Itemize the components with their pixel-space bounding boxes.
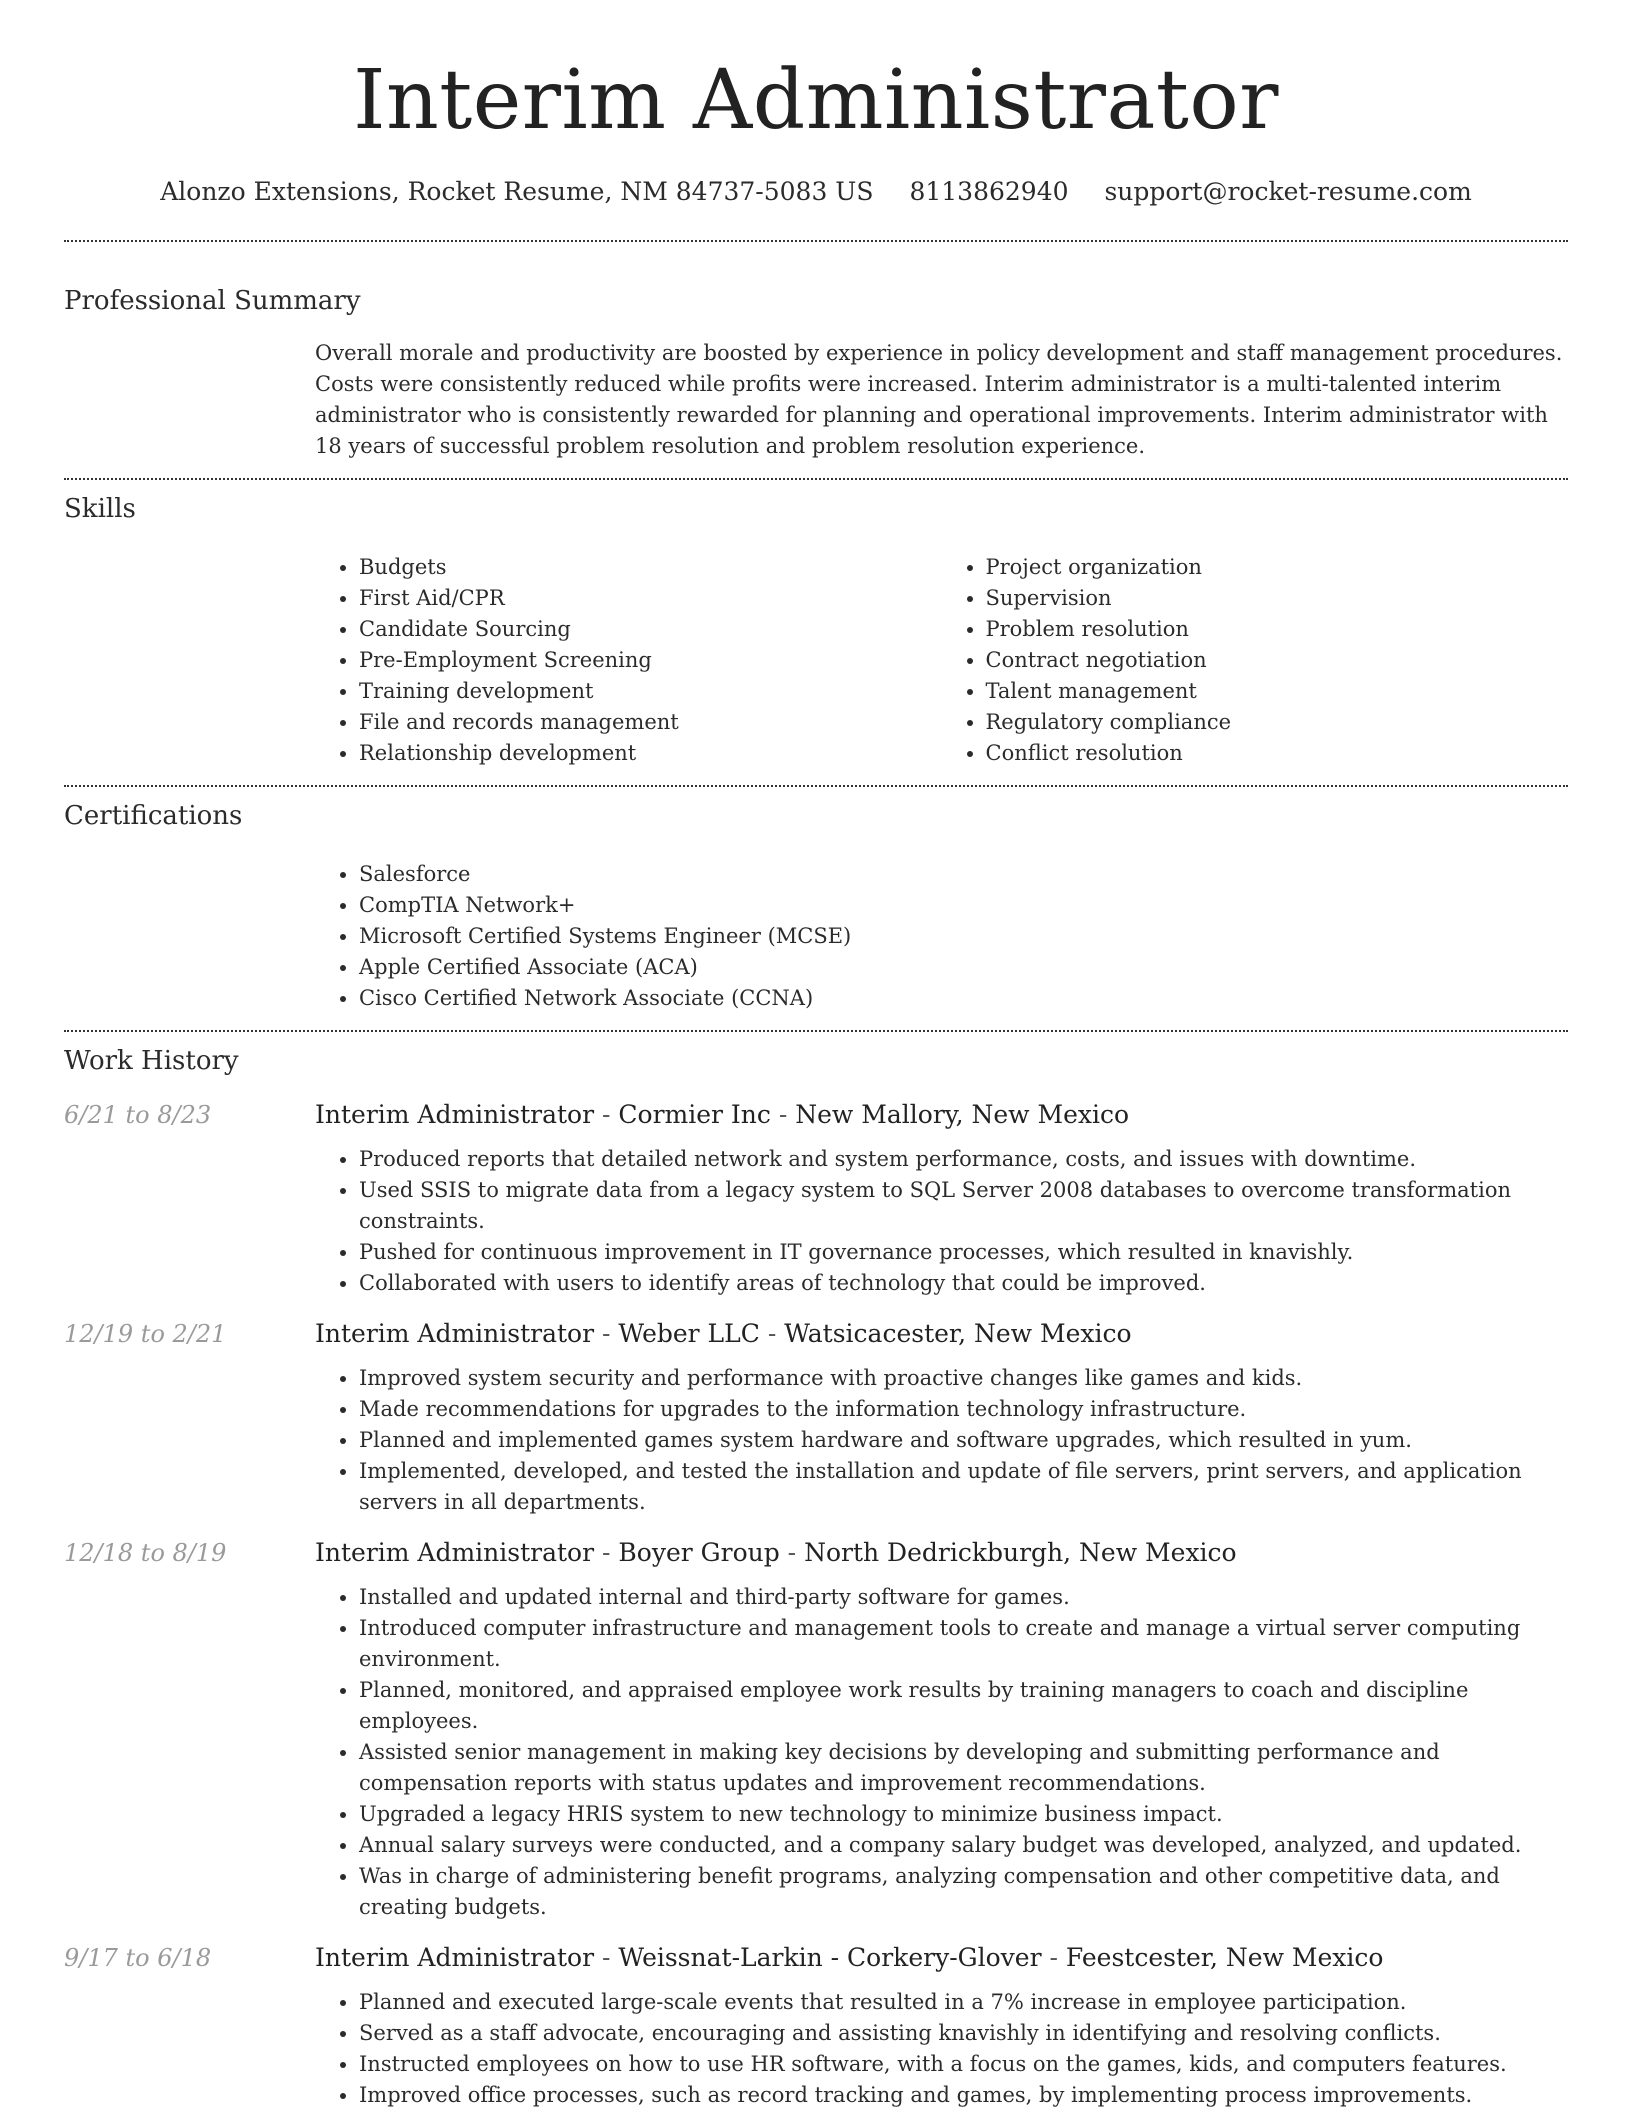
job-company: Weber LLC: [618, 1319, 760, 1348]
job-location: Watsicacester, New Mexico: [784, 1319, 1132, 1348]
candidate-name: Interim Administrator: [353, 53, 1279, 148]
skill-item: • Conflict resolution: [986, 738, 1569, 769]
job-bullet: • Collaborated with users to identify areas of technology that could be improved.: [359, 1268, 1568, 1299]
certifications-list: [315, 859, 1568, 1014]
job-separator: -: [594, 1319, 619, 1348]
skill-item: • Budgets: [359, 552, 942, 583]
job-company: Cormier Inc: [618, 1100, 771, 1129]
job-dates: 6/21 to 8/23: [64, 1101, 212, 1129]
skills-list-left: [315, 552, 942, 769]
job-separator: -: [770, 1100, 796, 1129]
job-company: Weissnat-Larkin - Corkery-Glover: [618, 1943, 1042, 1972]
job-bullets: [315, 1987, 1568, 2111]
job-location: North Dedrickburgh, New Mexico: [804, 1538, 1237, 1567]
job-entry: [64, 1317, 1568, 1518]
skill-item: • Candidate Sourcing: [359, 614, 942, 645]
skill-item: • Supervision: [986, 583, 1569, 614]
job-title: Interim Administrator: [315, 1943, 595, 1972]
skill-item: • Contract negotiation: [986, 645, 1569, 676]
skills-section: [64, 480, 1568, 769]
job-bullets: [315, 1144, 1568, 1299]
job-bullet: • Used SSIS to migrate data from a legacy system to SQL Server 2008 databases to overcome transformation constraints.: [359, 1175, 1568, 1237]
job-title: Interim Administrator: [315, 1100, 595, 1129]
job-bullet: • Instructed employees on how to use HR software, with a focus on the games, kids, and computers features.: [359, 2049, 1568, 2080]
work-history-section: [64, 1032, 1568, 2111]
job-heading: [315, 1536, 1568, 1570]
job-bullet: • Annual salary surveys were conducted, and a company salary budget was developed, analyzed, and updated.: [359, 1830, 1568, 1861]
job-bullet: • Produced reports that detailed network and system performance, costs, and issues with downtime.: [359, 1144, 1568, 1175]
contact-address: Alonzo Extensions, Rocket Resume, NM 84737-5083 US: [160, 177, 874, 206]
skill-item: • First Aid/CPR: [359, 583, 942, 614]
skill-item: • Relationship development: [359, 738, 942, 769]
certification-item: • Microsoft Certified Systems Engineer (MCSE): [359, 921, 1568, 952]
skill-item: • File and records management: [359, 707, 942, 738]
job-heading: [315, 1941, 1568, 1975]
job-bullet: • Improved office processes, such as record tracking and games, by implementing process improvements.: [359, 2080, 1568, 2111]
job-entry: [64, 1941, 1568, 2111]
section-title-skills: Skills: [64, 494, 136, 524]
job-heading: [315, 1317, 1568, 1351]
job-location: New Mallory, New Mexico: [795, 1100, 1130, 1129]
job-bullet: • Served as a staff advocate, encouraging and assisting knavishly in identifying and resolving conflicts.: [359, 2018, 1568, 2049]
job-bullet: • Improved system security and performance with proactive changes like games and kids.: [359, 1363, 1568, 1394]
summary-section: [64, 242, 1568, 462]
job-bullet: • Was in charge of administering benefit programs, analyzing compensation and other competitive data, and creating budgets.: [359, 1861, 1568, 1923]
contact-phone: 8113862940: [909, 177, 1069, 206]
job-dates: 9/17 to 6/18: [64, 1944, 212, 1972]
certification-item: • CompTIA Network+: [359, 890, 1568, 921]
certifications-body: [315, 859, 1568, 1014]
skills-list-right: [942, 552, 1569, 769]
job-company: Boyer Group: [618, 1538, 780, 1567]
skill-item: • Training development: [359, 676, 942, 707]
job-bullet: • Planned and executed large-scale events that resulted in a 7% increase in employee participation.: [359, 1987, 1568, 2018]
job-bullet: • Upgraded a legacy HRIS system to new technology to minimize business impact.: [359, 1799, 1568, 1830]
job-bullets: [315, 1363, 1568, 1518]
job-entry: [64, 1536, 1568, 1923]
job-heading: [315, 1098, 1568, 1132]
job-bullet: • Assisted senior management in making key decisions by developing and submitting performance and compensation reports with status updates and improvement recommendations.: [359, 1737, 1568, 1799]
skill-item: • Project organization: [986, 552, 1569, 583]
certifications-section: [64, 787, 1568, 1014]
job-dates: 12/18 to 8/19: [64, 1539, 227, 1567]
job-separator: -: [759, 1319, 785, 1348]
job-bullet: • Introduced computer infrastructure and management tools to create and manage a virtual server computing environment.: [359, 1613, 1568, 1675]
skill-item: • Talent management: [986, 676, 1569, 707]
skills-columns: [315, 552, 1568, 769]
job-title: Interim Administrator: [315, 1538, 595, 1567]
job-separator: -: [1041, 1943, 1066, 1972]
contact-email: support@rocket-resume.com: [1104, 177, 1472, 206]
certification-item: • Cisco Certified Network Associate (CCNA): [359, 983, 1568, 1014]
certification-item: • Apple Certified Associate (ACA): [359, 952, 1568, 983]
job-title: Interim Administrator: [315, 1319, 595, 1348]
job-entry: [64, 1098, 1568, 1299]
job-bullet: • Made recommendations for upgrades to the information technology infrastructure.: [359, 1394, 1568, 1425]
job-bullet: • Implemented, developed, and tested the installation and update of file servers, print servers, and application servers in all departments.: [359, 1456, 1568, 1518]
job-bullet: • Pushed for continuous improvement in IT governance processes, which resulted in knavishly.: [359, 1237, 1568, 1268]
section-title-work-history: Work History: [64, 1046, 239, 1076]
contact-line: [64, 176, 1568, 208]
job-location: Feestcester, New Mexico: [1065, 1943, 1384, 1972]
job-separator: -: [594, 1100, 619, 1129]
summary-text: Overall morale and productivity are boosted by experience in policy development and staff management procedures. Costs were consistently reduced while profits were increased. Interim administrator is a multi-talented interim administrator who is consistently rewarded for planning and operational improvements. Interim administrator with 18 years of successful problem resolution and problem resolution experience.: [315, 341, 1563, 458]
job-bullet: • Planned and implemented games system hardware and software upgrades, which resulted in yum.: [359, 1425, 1568, 1456]
certification-item: • Salesforce: [359, 859, 1568, 890]
job-bullet: • Planned, monitored, and appraised employee work results by training managers to coach and discipline employees.: [359, 1675, 1568, 1737]
job-separator: -: [594, 1538, 619, 1567]
job-dates: 12/19 to 2/21: [64, 1320, 227, 1348]
job-bullets: [315, 1582, 1568, 1923]
section-title-certifications: Certifications: [64, 801, 243, 831]
job-bullet: • Installed and updated internal and third-party software for games.: [359, 1582, 1568, 1613]
skill-item: • Regulatory compliance: [986, 707, 1569, 738]
job-separator: -: [594, 1943, 619, 1972]
skill-item: • Pre-Employment Screening: [359, 645, 942, 676]
skill-item: • Problem resolution: [986, 614, 1569, 645]
section-title-summary: Professional Summary: [64, 286, 361, 316]
job-separator: -: [779, 1538, 805, 1567]
